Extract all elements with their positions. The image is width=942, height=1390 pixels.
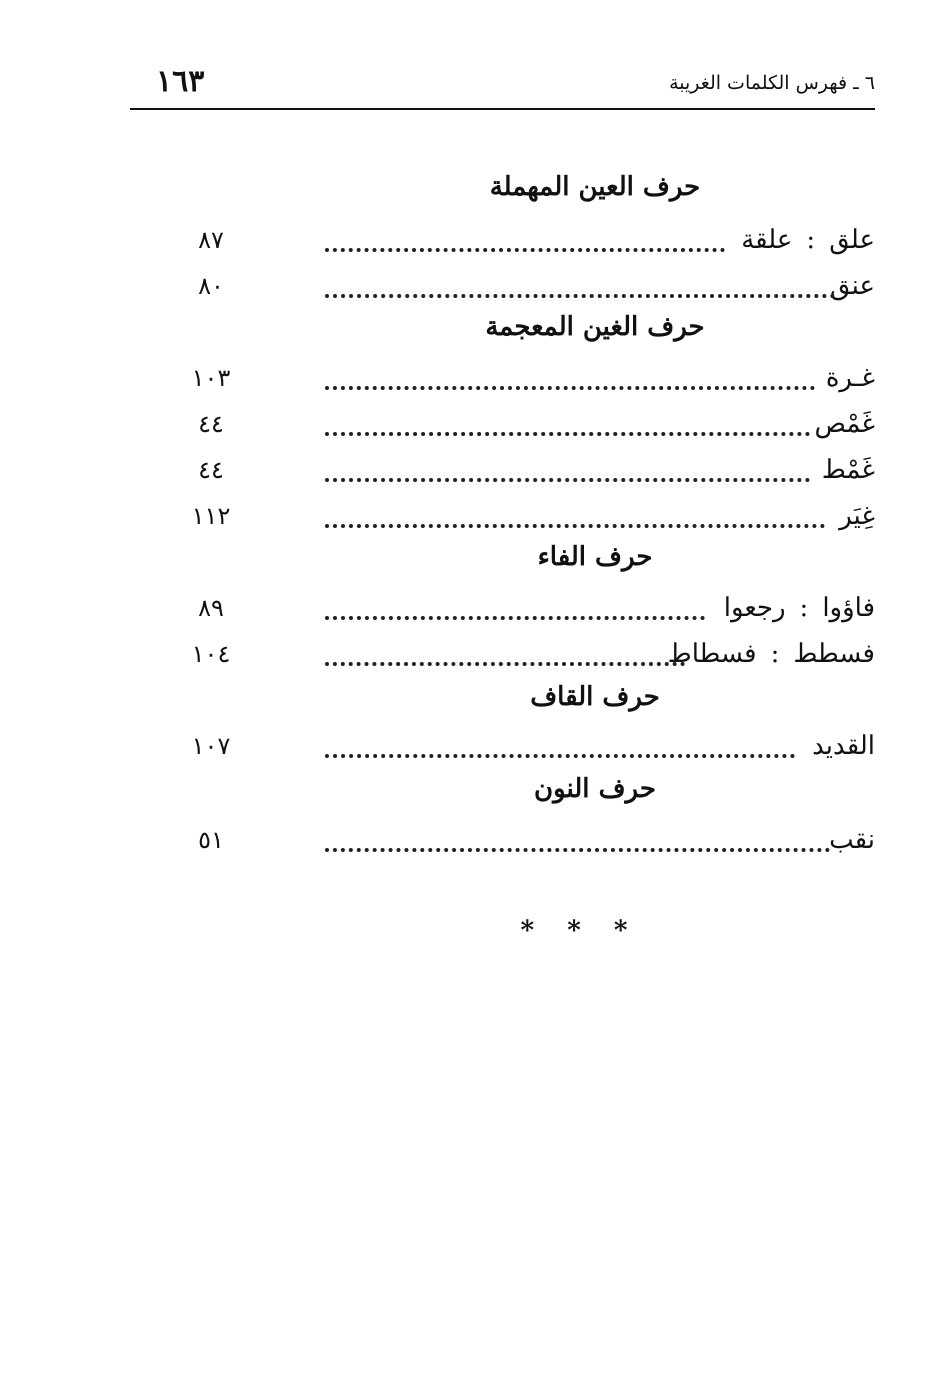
index-entry <box>170 728 875 764</box>
entry-headword: غَمْط <box>821 455 875 485</box>
leader-dots <box>325 432 810 436</box>
leader-dots <box>325 294 835 298</box>
entry-headword: غـرة <box>825 363 875 393</box>
index-entry <box>170 498 875 534</box>
entry-headword: القديد <box>812 731 875 761</box>
entry-page-number: ١٠٤ <box>191 640 231 668</box>
index-entry <box>170 406 875 442</box>
entry-headword: علق <box>829 225 875 255</box>
entry-page-number: ١٠٧ <box>191 732 231 760</box>
leader-dots <box>325 478 810 482</box>
index-entry <box>170 636 875 672</box>
entry-gloss: فسطاط <box>667 639 757 669</box>
leader-dots <box>325 524 825 528</box>
leader-dots <box>325 616 705 620</box>
entry-page-number: ٤٤ <box>198 410 224 438</box>
section-heading-nun: حرف النون <box>534 774 656 804</box>
entry-headword: نقب <box>829 825 875 855</box>
entry-gloss: علقة <box>741 225 793 255</box>
gloss-separator: : <box>799 593 809 623</box>
index-entry <box>170 222 875 258</box>
entry-page-number: ١١٢ <box>191 502 231 530</box>
entry-page-number: ٥١ <box>198 826 224 854</box>
gloss-separator: : <box>806 225 816 255</box>
index-entry <box>170 268 875 304</box>
leader-dots <box>325 386 815 390</box>
entry-word <box>724 590 875 626</box>
leader-dots <box>325 754 795 758</box>
entry-headword: عنق <box>829 271 875 301</box>
leader-dots <box>325 662 685 666</box>
entry-headword: فسطط <box>793 639 875 669</box>
entry-word <box>741 222 875 258</box>
entry-headword: غِيَر <box>839 501 875 531</box>
leader-dots <box>325 848 830 852</box>
header-title: ٦ ـ فهرس الكلمات الغريبة <box>669 72 875 94</box>
index-entry <box>170 822 875 858</box>
entry-page-number: ٤٤ <box>198 456 224 484</box>
end-ornament: * * * <box>520 916 640 946</box>
gloss-separator: : <box>770 639 780 669</box>
entry-headword: فاؤوا <box>822 593 875 623</box>
header-rule <box>130 108 875 110</box>
section-heading-fa: حرف الفاء <box>537 542 653 572</box>
entry-page-number: ٨٠ <box>198 272 224 300</box>
page-number: ١٦٣ <box>156 64 205 99</box>
running-header <box>130 64 875 104</box>
leader-dots <box>325 248 725 252</box>
index-entry <box>170 452 875 488</box>
index-entry <box>170 360 875 396</box>
entry-word <box>668 636 875 672</box>
section-heading-ghain: حرف الغين المعجمة <box>485 312 705 342</box>
entry-gloss: رجعوا <box>723 593 786 623</box>
entry-headword: غَمْص <box>814 409 875 439</box>
entry-page-number: ٨٩ <box>198 594 224 622</box>
section-heading-qaf: حرف القاف <box>530 682 660 712</box>
section-heading-ain: حرف العين المهملة <box>489 172 701 202</box>
entry-page-number: ٨٧ <box>198 226 224 254</box>
entry-page-number: ١٠٣ <box>191 364 231 392</box>
index-entry <box>170 590 875 626</box>
